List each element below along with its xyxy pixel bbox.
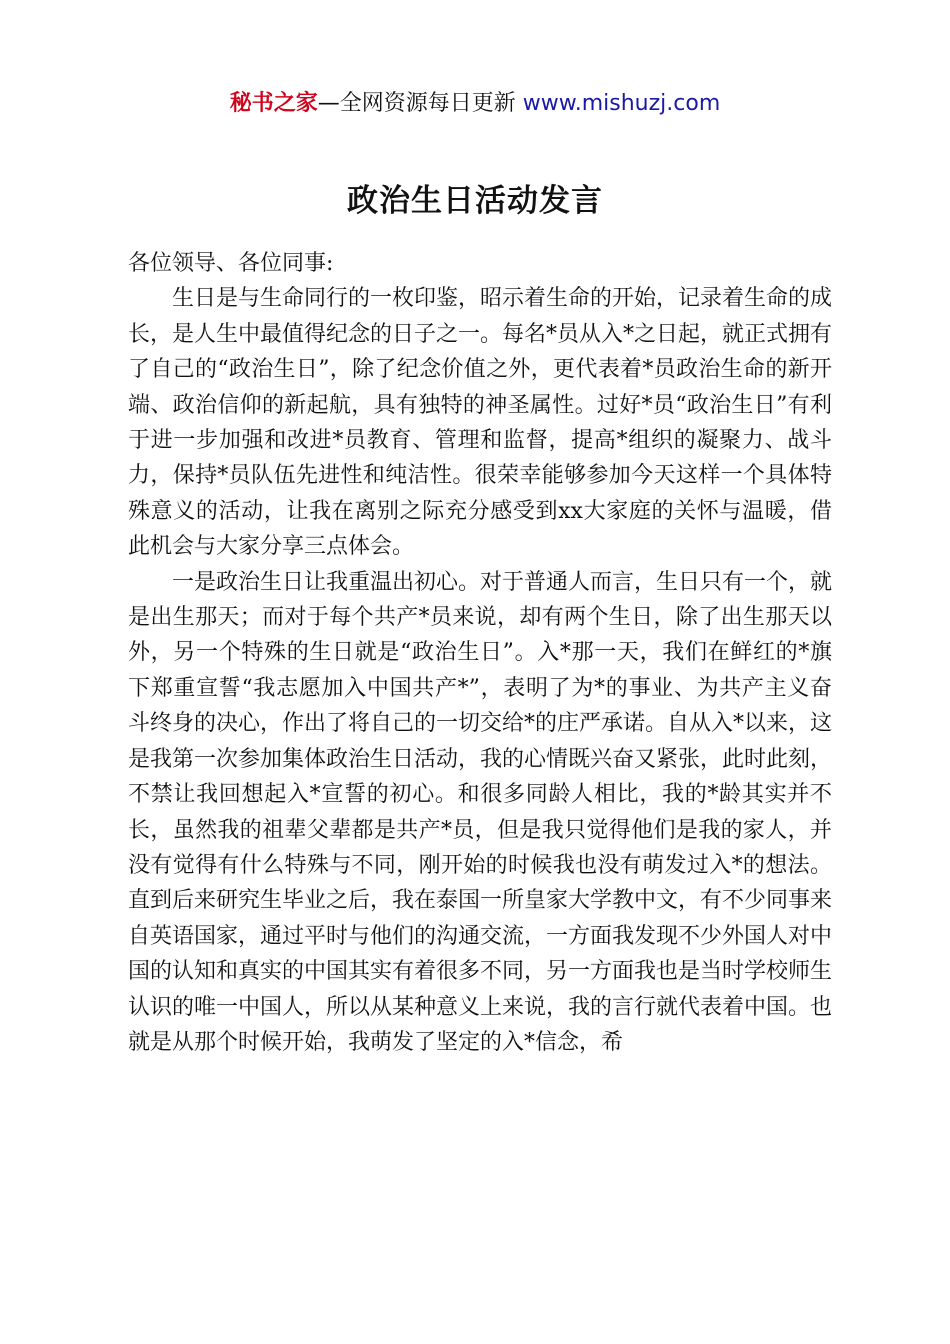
- document-body: [128, 246, 832, 1060]
- site-header: [0, 88, 950, 120]
- paragraph-intro: 生日是与生命同行的一枚印鉴，昭示着生命的开始，记录着生命的成长，是人生中最值得纪念的日子之一。每名*员从入*之日起，就正式拥有了自己的“政治生日”，除了纪念价值之外，更代表着*员政治生命的新开端、政治信仰的新起航，具有独特的神圣属性。过好*员“政治生日”有利于进一步加强和改进*员教育、管理和监督，提高*组织的凝聚力、战斗力，保持*员队伍先进性和纯洁性。很荣幸能够参加今天这样一个具体特殊意义的活动，让我在离别之际充分感受到xx大家庭的关怀与温暖，借此机会与大家分享三点体会。: [128, 286, 833, 560]
- paragraph-point-one: 一是政治生日让我重温出初心。对于普通人而言，生日只有一个，就是出生那天；而对于每个共产*员来说，却有两个生日，除了出生那天以外，另一个特殊的生日就是“政治生日”。入*那一天，我们在鲜红的*旗下郑重宣誓“我志愿加入中国共产*”，表明了为*的事业、为共产主义奋斗终身的决心，作出了将自己的一切交给*的庄严承诺。自从入*以来，这是我第一次参加集体政治生日活动，我的心情既兴奋又紧张，此时此刻，不禁让我回想起入*宣誓的初心。和很多同龄人相比，我的*龄其实并不长，虽然我的祖辈父辈都是共产*员，但是我只觉得他们是我的家人，并没有觉得有什么特殊与不同，刚开始的时候我也没有萌发过入*的想法。直到后来研究生毕业之后，我在泰国一所皇家大学教中文，有不少同事来自英语国家，通过平时与他们的沟通交流，一方面我发现不少外国人对中国的认知和真实的中国其实有着很多不同，另一方面我也是当时学校师生认识的唯一中国人，所以从某种意义上来说，我的言行就代表着中国。也就是从那个时候开始，我萌发了坚定的入*信念，希: [128, 569, 833, 1055]
- site-slogan: —全网资源每日更新: [317, 91, 523, 116]
- document-title: 政治生日活动发言: [347, 183, 603, 219]
- salutation: 各位领导、各位同事:: [128, 251, 334, 276]
- site-url-link[interactable]: www.mishuzj.com: [522, 91, 721, 116]
- site-brand: 秘书之家: [229, 91, 318, 116]
